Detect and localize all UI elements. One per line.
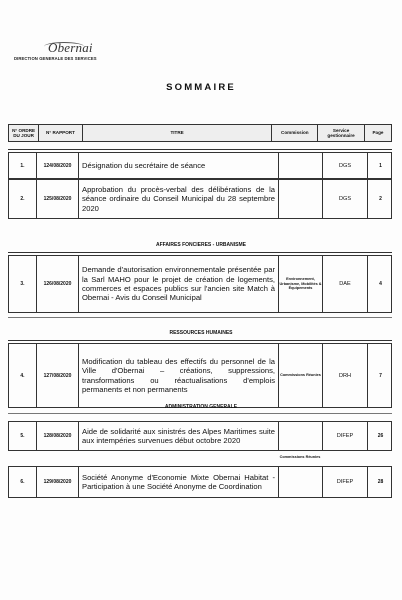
row-rapport: 129/08/2020 xyxy=(37,467,79,497)
row-titre: Modification du tableau des effectifs du personnel de la Ville d'Obernai – créations, suppressions, transformations ou réactualisations d'emplois permanents et non permanents xyxy=(79,344,279,407)
table-row xyxy=(8,152,392,179)
row-rapport: 124/08/2020 xyxy=(37,153,79,178)
row-titre: Approbation du procès-verbal des délibérations de la séance ordinaire du Conseil Municipal du 28 septembre 2020 xyxy=(79,180,279,218)
table-row xyxy=(8,343,392,408)
row-ordre: 2. xyxy=(9,180,37,218)
shared-commission-label: Commissions Réunies xyxy=(279,455,321,459)
row-rapport: 127/08/2020 xyxy=(37,344,79,407)
table-row xyxy=(8,255,392,313)
table-row xyxy=(8,466,392,498)
header-titre: TITRE xyxy=(82,125,272,142)
table-row xyxy=(8,421,392,451)
row-service: DRH xyxy=(323,344,368,407)
row-commission: Environnement, Urbanisme, Mobilités & Équipements xyxy=(279,256,323,312)
row-commission xyxy=(279,180,323,218)
row-rapport: 128/08/2020 xyxy=(37,422,79,450)
logo-wordmark: Obernai xyxy=(48,40,93,55)
row-ordre: 5. xyxy=(9,422,37,450)
header-ordre: N° ORDRE DU JOUR xyxy=(9,125,39,142)
table-row xyxy=(8,179,392,219)
row-titre: Aide de solidarité aux sinistrés des Alpes Maritimes suite aux intempéries survenues début octobre 2020 xyxy=(79,422,279,450)
row-page: 4 xyxy=(379,281,382,287)
row-ordre: 1. xyxy=(9,153,37,178)
row-page: 1 xyxy=(379,162,382,169)
section-heading: ADMINISTRATION GENERALE xyxy=(164,404,238,410)
row-service: DGS xyxy=(323,153,368,178)
divider xyxy=(8,413,392,414)
section-heading: AFFAIRES FONCIERES - URBANISME xyxy=(155,242,246,248)
header-rapport: N° RAPPORT xyxy=(39,125,83,142)
row-service: DIFEP xyxy=(323,422,368,450)
row-service: DIFEP xyxy=(323,467,368,497)
row-service: DGS xyxy=(323,180,368,218)
row-service: DAE xyxy=(323,256,368,312)
header-page: Page xyxy=(364,125,391,142)
row-titre: Désignation du secrétaire de séance xyxy=(79,153,279,178)
row-ordre: 3. xyxy=(9,256,37,312)
row-titre: Demande d'autorisation environnementale présentée par la Sarl MAHO pour le projet de création de logements, commerces et espaces publics sur l'ancien site Match à Obernai - Avis du Conseil Municipal xyxy=(79,256,279,312)
page-title: SOMMAIRE xyxy=(166,82,236,93)
row-page: 2 xyxy=(379,196,382,202)
row-commission xyxy=(279,467,323,497)
row-rapport: 126/08/2020 xyxy=(37,256,79,312)
header-commission: Commission xyxy=(272,125,318,142)
row-ordre: 6. xyxy=(9,467,37,497)
row-ordre: 4. xyxy=(9,344,37,407)
row-titre: Société Anonyme d'Economie Mixte Obernai Habitat - Participation à une Société Anonyme de Coordination xyxy=(79,467,279,497)
row-commission xyxy=(279,422,323,450)
logo-subtitle: DIRECTION GENERALE DES SERVICES xyxy=(14,56,97,61)
row-page: 28 xyxy=(377,479,384,485)
row-page: 26 xyxy=(377,433,384,439)
divider xyxy=(8,149,392,150)
row-commission: Commissions Réunies xyxy=(279,344,323,407)
divider xyxy=(8,252,392,253)
header-service: Service gestionnaire xyxy=(318,125,365,142)
row-rapport: 125/08/2020 xyxy=(37,180,79,218)
row-page: 7 xyxy=(379,372,382,379)
divider xyxy=(8,340,392,341)
row-commission xyxy=(279,153,323,178)
table-header xyxy=(8,124,392,142)
divider xyxy=(8,317,392,318)
section-heading: RESSOURCES HUMAINES xyxy=(169,330,233,336)
